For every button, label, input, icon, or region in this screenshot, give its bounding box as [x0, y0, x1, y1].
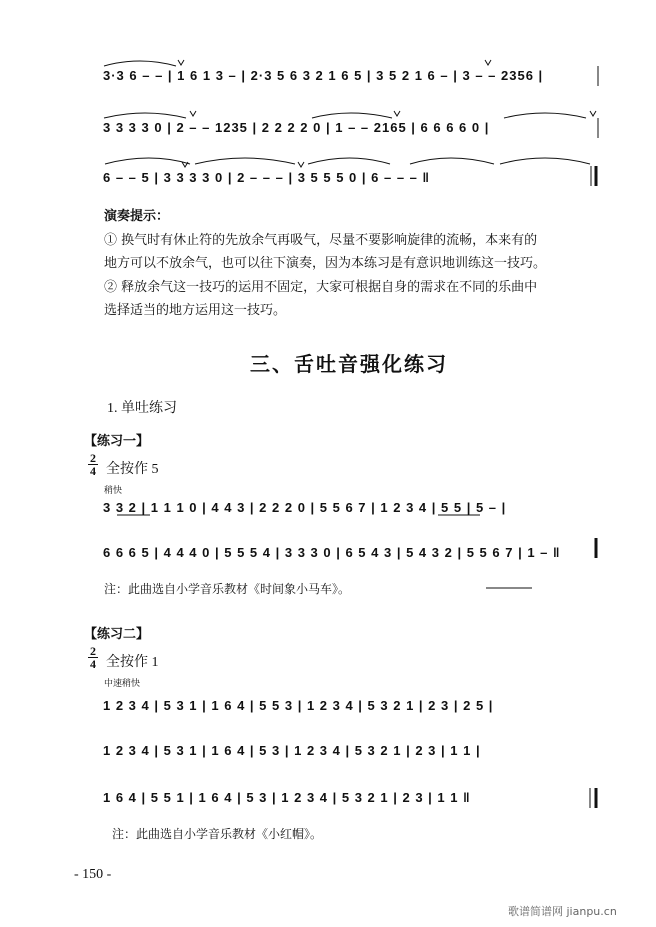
exercise-1-tempo: 稍快 — [104, 486, 123, 496]
exercise-1-note: 注：此曲选自小学音乐教材《时间象小马车》。 — [104, 582, 351, 596]
exercise-1-time-signature — [88, 452, 98, 477]
hint-1b: 地方可以不放余气，也可以往下演奏，因为本练习是有意识地训练这一技巧。 — [104, 256, 547, 271]
watermark: 歌谱简谱网 jianpu.cn — [508, 905, 617, 918]
score-line-3: 6 – – 5 | 3 3 3 3 0 | 2 – – – | 3 5 5 5 0 | 6 – – – ‖ — [103, 170, 430, 185]
hint-2a: ② 释放余气这一技巧的运用不固定，大家可根据自身的需求在不同的乐曲中 — [104, 280, 538, 295]
exercise-2-line-3: 1 6 4 | 5 5 1 | 1 6 4 | 5 3 | 1 2 3 4 | 5 3 2 1 | 2 3 | 1 1 ‖ — [103, 790, 471, 805]
exercise-2-line-2: 1 2 3 4 | 5 3 1 | 1 6 4 | 5 3 | 1 2 3 4 | 5 3 2 1 | 2 3 | 1 1 | — [103, 743, 481, 758]
section-title: 三、舌吐音强化练习 — [250, 354, 448, 376]
exercise-2-tempo: 中速稍快 — [104, 679, 141, 689]
exercise-1-label: 【练习一】 — [84, 433, 150, 448]
hint-2b: 选择适当的地方运用这一技巧。 — [104, 303, 287, 318]
exercise-2-note: 注：此曲选自小学音乐教材《小红帽》。 — [112, 827, 323, 841]
hints-heading: 演奏提示： — [104, 209, 170, 224]
exercise-1-line-1: 3 3 2 | 1 1 1 0 | 4 4 3 | 2 2 2 0 | 5 5 6 7 | 1 2 3 4 | 5 5 | 5 – | — [103, 500, 507, 515]
time-top: 2 — [90, 644, 96, 658]
hint-1a: ① 换气时有休止符的先放余气再吸气，尽量不要影响旋律的流畅，本来有的 — [104, 233, 538, 248]
exercise-1-key: 全按作 5 — [106, 462, 159, 477]
exercise-1-line-2: 6 6 6 5 | 4 4 4 0 | 5 5 5 4 | 3 3 3 0 | 6 5 4 3 | 5 4 3 2 | 5 5 6 7 | 1 – ‖ — [103, 545, 561, 560]
exercise-2-label: 【练习二】 — [84, 626, 150, 641]
score-line-1: 3·3 6 – – | 1 6 1 3 – | 2·3 5 6 3 2 1 6 5 | 3 5 2 1 6 – | 3 – – 2356 | — [103, 68, 544, 83]
score-line-2: 3 3 3 3 0 | 2 – – 1235 | 2 2 2 2 0 | 1 – – 2165 | 6 6 6 6 0 | — [103, 120, 490, 135]
time-bottom: 4 — [90, 657, 96, 671]
time-bottom: 4 — [90, 464, 96, 478]
exercise-2-time-signature — [88, 645, 98, 670]
exercise-2-line-1: 1 2 3 4 | 5 3 1 | 1 6 4 | 5 5 3 | 1 2 3 4 | 5 3 2 1 | 2 3 | 2 5 | — [103, 698, 494, 713]
subsection-title: 1. 单吐练习 — [107, 401, 177, 416]
exercise-2-key: 全按作 1 — [106, 655, 159, 670]
page-number: - 150 - — [74, 867, 112, 882]
time-top: 2 — [90, 451, 96, 465]
